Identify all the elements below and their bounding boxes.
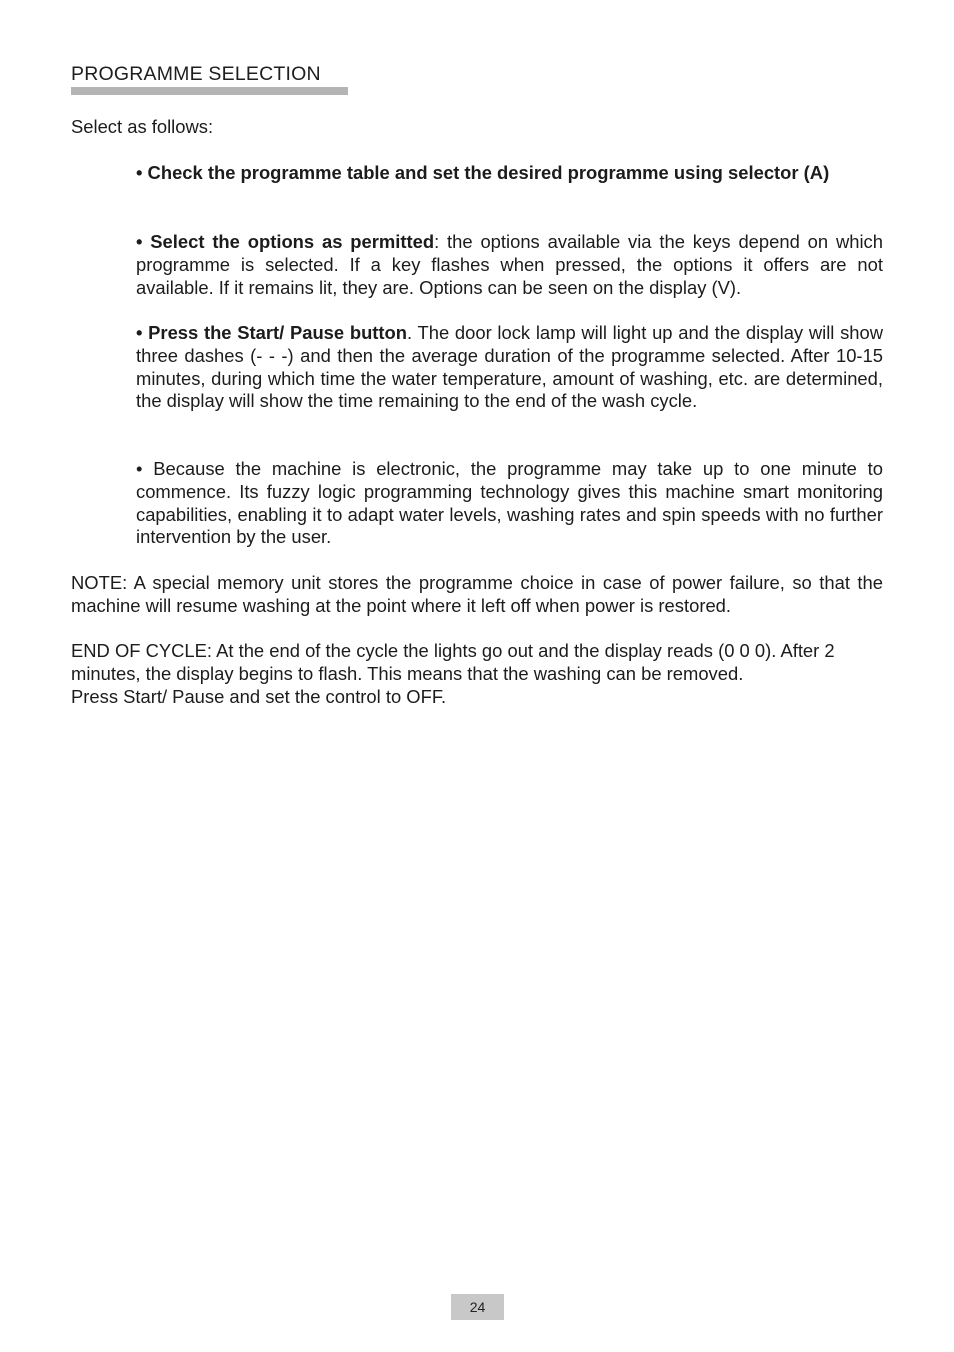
instruction-bold: • Select the options as permitted (136, 231, 435, 252)
section-title-underline (71, 87, 348, 95)
instruction-text: . The door lock lamp will light up and the display will show three dashes (- - -) and then the average duration of the programme selected. After 10-15 minutes, during which time the water temperature, amount of washing, etc. are determined, the display will show the time remaining to the end of the wash cycle. (136, 322, 883, 412)
instruction-bold: • Check the programme table and set the desired programme using selector (A) (136, 162, 830, 183)
end-of-cycle-text: END OF CYCLE: At the end of the cycle the lights go out and the display reads (0 0 0). After 2 minutes, the display begins to flash. This means that the washing can be removed. (71, 640, 835, 684)
instruction-select-programme (136, 162, 883, 185)
instruction-text: • Because the machine is electronic, the programme may take up to one minute to commence. Its fuzzy logic programming technology gives this machine smart monitoring capabilities, enabling it to adapt water levels, washing rates and spin speeds with no further intervention by the user. (136, 458, 883, 548)
instruction-bold: • Press the Start/ Pause button (136, 322, 408, 343)
end-of-cycle-paragraph (71, 640, 883, 708)
section-title: PROGRAMME SELECTION (71, 63, 321, 85)
note-paragraph: NOTE: A special memory unit stores the programme choice in case of power failure, so that the machine will resume washing at the point where it left off when power is restored. (71, 572, 883, 616)
end-of-cycle-instruction: Press Start/ Pause and set the control to OFF. (71, 685, 447, 707)
instruction-text: : the options available via the keys depend on which programme is selected. If a key flashes when pressed, the options it offers are not available. If it remains lit, they are. Options can be seen on the display (V). (136, 231, 883, 298)
instruction-press-start (136, 322, 883, 413)
page-number-badge (451, 1294, 504, 1320)
intro-text: Select as follows: (71, 116, 214, 137)
instruction-select-options (136, 231, 883, 299)
page-number: 24 (469, 1299, 486, 1315)
instruction-electronic-delay (136, 458, 883, 549)
